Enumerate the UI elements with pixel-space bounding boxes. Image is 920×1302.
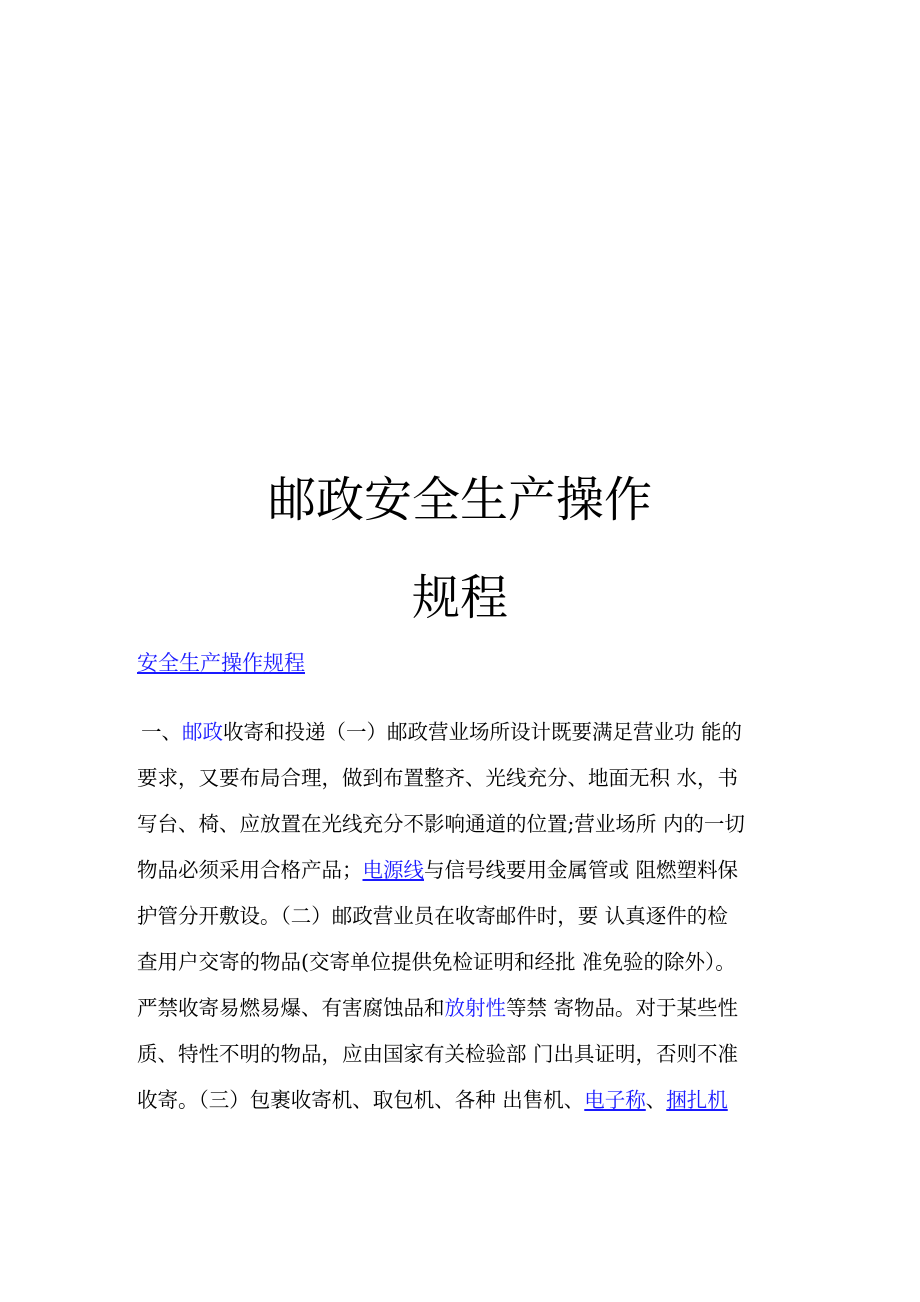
text-segment: 质、特性不明的物品，应由国家有关检验部 门出具证明，否则不准 [137,1042,739,1066]
text-segment: 一、 [141,720,182,744]
document-title-line-1: 邮政安全生产操作 [267,472,652,528]
text-segment: 要求，又要布局合理，做到布置整齐、光线充分、地面无积 水，书 [137,766,739,790]
body-line-4 [137,855,797,885]
body-line-8 [137,1039,797,1069]
text-segment: 物品必须采用合格产品； [137,858,363,882]
text-segment: 、 [645,1088,667,1112]
electronic-scale-link[interactable]: 电子称 [584,1088,646,1112]
text-segment: 写台、椅、应放置在光线充分不影响通道的位置;营业场所 内的一切 [137,812,745,836]
text-segment: 等禁 寄物品。对于某些性 [506,996,739,1020]
text-segment: 与信号线要用金属管或 阻燃塑料保 [424,858,739,882]
body-line-1 [141,717,801,747]
body-line-3 [137,809,797,839]
keyword-postal: 邮政 [182,720,223,744]
keyword-radioactive: 放射性 [444,996,506,1020]
subtitle-link[interactable]: 安全生产操作规程 [137,651,305,675]
body-line-9 [137,1085,797,1115]
strapping-machine-link[interactable]: 捆扎机 [666,1088,728,1112]
body-line-7 [137,993,797,1023]
document-title-line-2: 规程 [411,570,508,626]
text-segment: 查用户交寄的物品(交寄单位提供免检证明和经批 准免验的除外）。 [137,950,736,974]
body-line-6 [137,947,797,977]
body-line-2 [137,763,797,793]
text-segment: 严禁收寄易燃易爆、有害腐蚀品和 [137,996,445,1020]
text-segment: 收寄。（三）包裹收寄机、取包机、各种 出售机、 [137,1088,585,1112]
body-line-5 [137,901,797,931]
power-cable-link[interactable]: 电源线 [362,858,424,882]
text-segment: 护管分开敷设。（二）邮政营业员在收寄邮件时，要 认真逐件的检 [137,904,728,928]
text-segment: 收寄和投递（一）邮政营业场所设计既要满足营业功 能的 [223,720,743,744]
